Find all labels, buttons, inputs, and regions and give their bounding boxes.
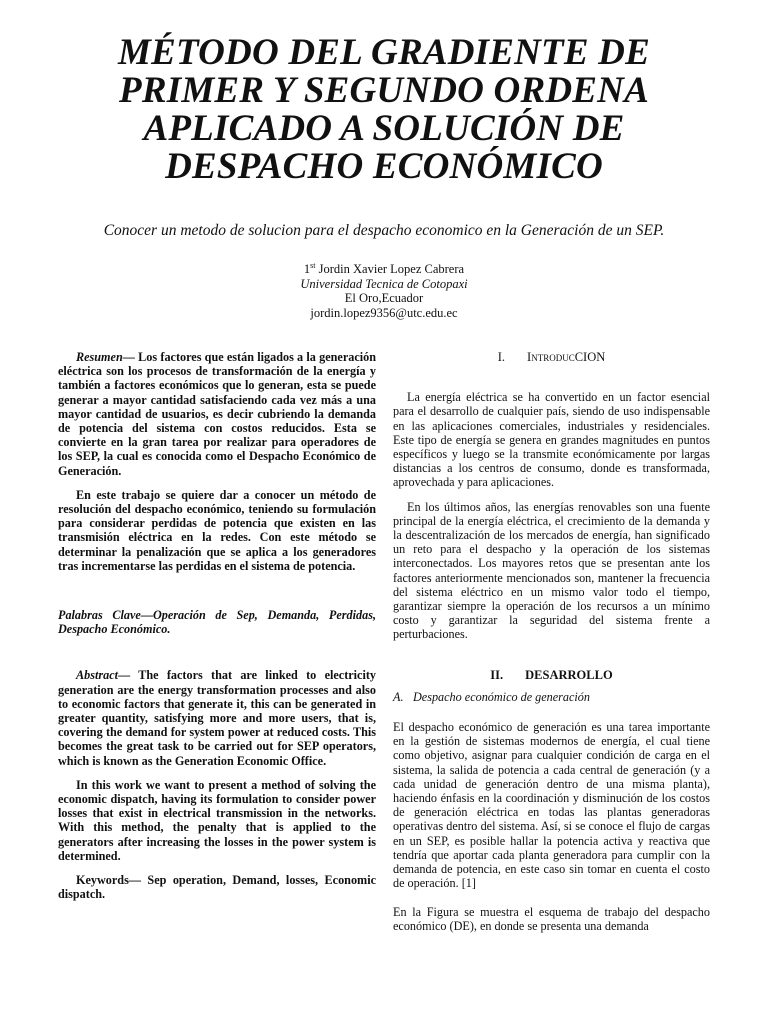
paper-title <box>60 34 708 186</box>
section-title-1-first: I <box>527 350 532 364</box>
section-title-2: DESARROLLO <box>525 667 613 682</box>
paper-subtitle: Conocer un metodo de solucion para el despacho economico en la Generación de un SEP. <box>103 222 665 239</box>
title-line-1: MÉTODO DEL GRADIENTE DE <box>118 32 650 73</box>
keywords: Keywords— Sep operation, Demand, losses, Economic dispatch. <box>58 873 376 902</box>
title-line-2: PRIMER Y SEGUNDO ORDENA <box>119 70 649 111</box>
resumen-text-1: Los factores que están ligados a la generación eléctrica son los procesos de transformación de la energía y también a factores económicos que lo generan, esta se puede generar a mayor cantidad satisfaciendo cada vez más a una mayor cantidad de usuarios, es decir cubriendo la demanda de potencia del sistema con costos reducidos. Esta se convierte en la gran tarea por realizar para operadores de los SEP, la cual es conocida como el Despacho Económico de Generación. <box>58 350 376 478</box>
section-title-1-rest: ntroducCION <box>531 350 606 364</box>
resumen-paragraph-1 <box>58 350 376 478</box>
author-ordinal-suffix: st <box>310 260 316 270</box>
subsection-letter: A. <box>393 689 404 704</box>
section-number-2: II. <box>490 667 504 682</box>
title-line-3: APLICADO A SOLUCIÓN DE <box>143 108 625 149</box>
author-block <box>184 262 584 320</box>
abstract-paragraph-2: In this work we want to present a method of solving the economic dispatch, having its formulation to consider power losses that exist in electrical transmission in the networks. With this method, the penalty that is applied to the generators after increasing the losses in the power system is determined. <box>58 777 376 863</box>
author-affiliation: Universidad Tecnica de Cotopaxi <box>300 276 468 291</box>
palabras-clave: Palabras Clave—Operación de Sep, Demanda, Perdidas, Despacho Económico. <box>58 608 376 637</box>
resumen-label: Resumen— <box>76 350 135 364</box>
title-line-4: DESPACHO ECONÓMICO <box>165 146 603 187</box>
intro-paragraph-1: La energía eléctrica se ha convertido en un factor esencial para el desarrollo de cualquier país, siendo de uso indispensable en las aplicaciones comerciales, industriales y residenciales. Este tipo de energía se genera en grandes magnitudes en puntos específicos y luego se la transmite económicamente por largas distancias a los centros de consumo, donde es transformada, aprovechada y para aplicaciones. <box>393 390 710 490</box>
section-number-1: I. <box>497 350 506 364</box>
subsection-heading <box>393 690 710 704</box>
desarrollo-paragraph-1: El despacho económico de generación es una tarea importante en la gestión de sistemas modernos de energía, el cual tiene como objetivo, asignar para cualquier condición de carga en el sistema, la salida de potencia a cada central de generación (y a cada unidad de generación dentro de una misma planta), haciendo énfasis en la coordinación y disminución de los costos de generación eléctrica en todas las plantas generadoras operativas dentro del sistema. Así, si se conoce el flujo de cargas en un SEP, es posible hallar la potencia activa y reactiva que tendría que aportar cada planta generadora para cumplir con la demanda de potencia, en este caso sin tomar en cuenta el costo de operación. [1] <box>393 720 710 891</box>
author-name: Jordin Xavier Lopez Cabrera <box>318 262 465 276</box>
abstract-label: Abstract— <box>76 668 131 683</box>
right-column <box>393 350 710 933</box>
intro-paragraph-2: En los últimos años, las energías renovables son una fuente principal de la energía eléctrica, el crecimiento de la demanda y la descentralización de los mercados de energía, han significado un reto para el despacho y la operación de los sistemas interconectados. Los mayores retos que se presentan ante los factores anteriormente mencionados son, mantener la frecuencia del sistema eléctrico en un mismo valor todo el tiempo, garantizar siempre la operación de los recursos a un mínimo costo y garantizar la seguridad del sistema frente a perturbaciones. <box>393 499 710 642</box>
abstract-text-1: The factors that are linked to electricity generation are the energy transformation processes and also to economic factors that generate it, this can be generated in greater quantity, satisfying more and more users, that is, covering the demand for system power at reduced costs. This becomes the great task to be carried out for SEP operators, which is known as the Generation Economic Office. <box>58 668 376 768</box>
author-ordinal: 1 <box>303 262 311 276</box>
desarrollo-paragraph-2: En la Figura se muestra el esquema de trabajo del despacho económico (DE), en donde se presenta una demanda <box>393 904 710 933</box>
section-heading-introduction <box>393 350 710 364</box>
subsection-title: Despacho económico de generación <box>413 689 590 704</box>
author-email: jordin.lopez9356@utc.edu.ec <box>310 305 458 320</box>
author-line <box>184 262 584 277</box>
abstract-paragraph-1 <box>58 668 376 767</box>
left-column <box>58 350 376 902</box>
resumen-paragraph-2: En este trabajo se quiere dar a conocer un método de resolución del despacho económico, teniendo su formulación para considerar perdidas de potencia que existen en las transmisión eléctrica en la redes. Con este método se determinar la penalización que se aplica a los generadores tras incrementarse las perdidas en el sistema de potencia. <box>58 487 376 573</box>
author-location: El Oro,Ecuador <box>344 291 424 306</box>
section-heading-desarrollo <box>393 668 710 682</box>
